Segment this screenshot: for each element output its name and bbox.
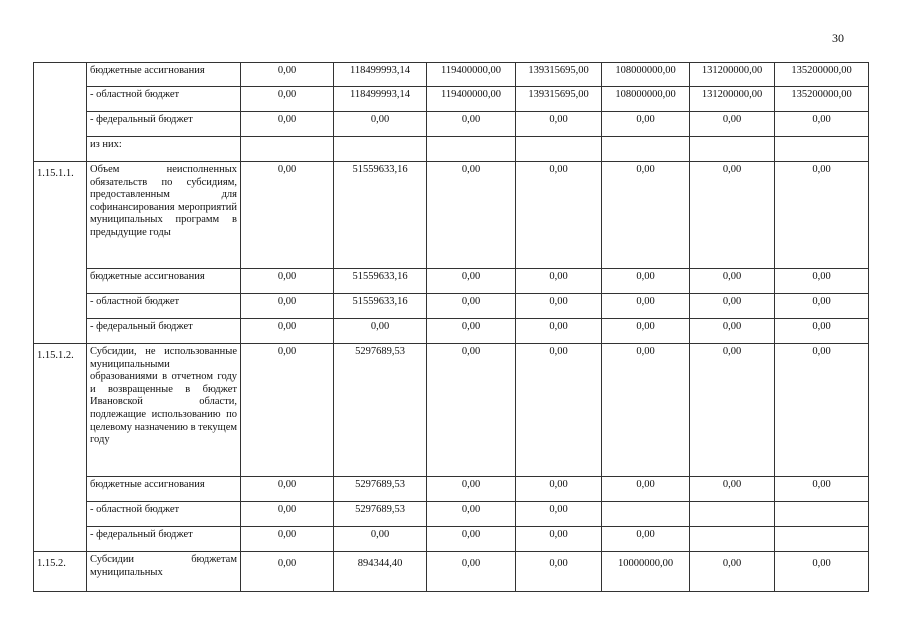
- table-row: [34, 552, 869, 592]
- value-cell: 51559633,16: [334, 269, 427, 294]
- value-cell: 0,00: [241, 294, 334, 319]
- row-description-cell: [87, 269, 241, 294]
- value-cell: 0,00: [775, 319, 869, 344]
- value-cell: 0,00: [775, 552, 869, 592]
- value-cell: 0,00: [427, 162, 516, 269]
- value-cell: 0,00: [516, 269, 602, 294]
- value-cell: 0,00: [516, 294, 602, 319]
- value-cell: 0,00: [775, 344, 869, 477]
- value-cell: 0,00: [775, 294, 869, 319]
- value-cell: 51559633,16: [334, 162, 427, 269]
- value-cell: 0,00: [516, 502, 602, 527]
- value-cell: [427, 137, 516, 162]
- value-cell: 108000000,00: [602, 87, 690, 112]
- row-description-text: Субсидии бюджетам: [90, 554, 237, 565]
- value-cell: 5297689,53: [334, 344, 427, 477]
- value-cell: [602, 137, 690, 162]
- value-cell: 0,00: [690, 112, 775, 137]
- value-cell: 0,00: [690, 162, 775, 269]
- row-description-text: - областной бюджет: [90, 89, 180, 100]
- table-row: [34, 162, 869, 269]
- value-cell: [690, 527, 775, 552]
- row-description-text: муниципальных: [90, 566, 163, 578]
- value-cell: 0,00: [602, 319, 690, 344]
- value-cell: 0,00: [516, 527, 602, 552]
- value-cell: 0,00: [690, 294, 775, 319]
- row-description-text: бюджетные ассигнования: [90, 479, 205, 490]
- value-cell: 0,00: [334, 319, 427, 344]
- value-cell: 0,00: [427, 294, 516, 319]
- value-cell: 0,00: [602, 162, 690, 269]
- value-cell: 0,00: [516, 477, 602, 502]
- row-description-cell: [87, 344, 241, 477]
- value-cell: [690, 502, 775, 527]
- value-cell: 0,00: [241, 527, 334, 552]
- table-row: [34, 87, 869, 112]
- value-cell: 0,00: [690, 269, 775, 294]
- value-cell: [775, 502, 869, 527]
- value-cell: 118499993,14: [334, 63, 427, 87]
- value-cell: 5297689,53: [334, 502, 427, 527]
- value-cell: 0,00: [602, 294, 690, 319]
- table-row: [34, 269, 869, 294]
- row-description-cell: [87, 502, 241, 527]
- value-cell: 5297689,53: [334, 477, 427, 502]
- value-cell: 0,00: [334, 527, 427, 552]
- value-cell: 0,00: [241, 112, 334, 137]
- value-cell: 0,00: [241, 87, 334, 112]
- value-cell: [775, 137, 869, 162]
- value-cell: 0,00: [516, 319, 602, 344]
- row-description-text: - областной бюджет: [90, 296, 180, 307]
- table-row: [34, 527, 869, 552]
- value-cell: 119400000,00: [427, 87, 516, 112]
- value-cell: 0,00: [602, 527, 690, 552]
- value-cell: 131200000,00: [690, 87, 775, 112]
- value-cell: 135200000,00: [775, 63, 869, 87]
- value-cell: 0,00: [427, 269, 516, 294]
- value-cell: 0,00: [241, 162, 334, 269]
- table-row: [34, 137, 869, 162]
- table-row: [34, 319, 869, 344]
- value-cell: 139315695,00: [516, 63, 602, 87]
- value-cell: [241, 137, 334, 162]
- value-cell: 0,00: [516, 112, 602, 137]
- row-description-cell: [87, 137, 241, 162]
- value-cell: [775, 527, 869, 552]
- value-cell: 131200000,00: [690, 63, 775, 87]
- value-cell: 108000000,00: [602, 63, 690, 87]
- value-cell: 135200000,00: [775, 87, 869, 112]
- table-row: [34, 477, 869, 502]
- budget-table: [33, 62, 869, 592]
- value-cell: 0,00: [427, 552, 516, 592]
- value-cell: 0,00: [427, 502, 516, 527]
- value-cell: 0,00: [775, 269, 869, 294]
- row-description-text: - федеральный бюджет: [90, 114, 193, 125]
- value-cell: 894344,40: [334, 552, 427, 592]
- row-description-cell: [87, 87, 241, 112]
- value-cell: 0,00: [602, 344, 690, 477]
- value-cell: 0,00: [690, 552, 775, 592]
- value-cell: 0,00: [427, 477, 516, 502]
- value-cell: 0,00: [427, 344, 516, 477]
- value-cell: 0,00: [427, 319, 516, 344]
- value-cell: 0,00: [602, 269, 690, 294]
- row-description-cell: [87, 112, 241, 137]
- row-description-text: Субсидии, не использованные муниципальными образованиями в отчетном году и возвращенные в бюджет Ивановской области, подлежащие использованию по целевому назначению в текущем году: [90, 346, 237, 446]
- value-cell: 0,00: [427, 112, 516, 137]
- row-description-text: бюджетные ассигнования: [90, 65, 205, 76]
- value-cell: 0,00: [334, 112, 427, 137]
- value-cell: 51559633,16: [334, 294, 427, 319]
- value-cell: 119400000,00: [427, 63, 516, 87]
- value-cell: 0,00: [690, 319, 775, 344]
- table-row: [34, 344, 869, 477]
- row-description-cell: [87, 294, 241, 319]
- value-cell: 0,00: [516, 344, 602, 477]
- value-cell: 0,00: [427, 527, 516, 552]
- value-cell: 0,00: [241, 552, 334, 592]
- row-description-text: - областной бюджет: [90, 504, 180, 515]
- value-cell: 0,00: [516, 162, 602, 269]
- row-description-cell: [87, 527, 241, 552]
- table-row: [34, 502, 869, 527]
- row-code-cell: [34, 63, 87, 162]
- row-description-cell: [87, 162, 241, 269]
- value-cell: [516, 137, 602, 162]
- row-code-cell: 1.15.1.2.: [34, 344, 87, 552]
- row-description-text: бюджетные ассигнования: [90, 271, 205, 282]
- value-cell: 0,00: [690, 344, 775, 477]
- value-cell: 0,00: [516, 552, 602, 592]
- row-description-text: Объем неисполненных обязательств по субсидиям, предоставленным для софинансирования мероприятий муниципальных программ в предыдущие годы: [90, 164, 237, 238]
- row-description-cell: [87, 552, 241, 592]
- value-cell: [690, 137, 775, 162]
- row-code-cell: 1.15.1.1.: [34, 162, 87, 344]
- value-cell: 0,00: [775, 112, 869, 137]
- value-cell: 0,00: [602, 112, 690, 137]
- table-row: [34, 112, 869, 137]
- value-cell: 0,00: [775, 477, 869, 502]
- value-cell: 0,00: [602, 477, 690, 502]
- value-cell: 0,00: [241, 344, 334, 477]
- table-row: [34, 63, 869, 87]
- value-cell: 10000000,00: [602, 552, 690, 592]
- value-cell: 139315695,00: [516, 87, 602, 112]
- value-cell: 0,00: [241, 319, 334, 344]
- row-code-cell: 1.15.2.: [34, 552, 87, 592]
- value-cell: 0,00: [241, 63, 334, 87]
- row-description-cell: [87, 319, 241, 344]
- value-cell: 0,00: [241, 502, 334, 527]
- row-description-text: - федеральный бюджет: [90, 529, 193, 540]
- row-description-cell: [87, 63, 241, 87]
- value-cell: [602, 502, 690, 527]
- row-description-text: - федеральный бюджет: [90, 321, 193, 332]
- value-cell: 0,00: [241, 477, 334, 502]
- value-cell: [334, 137, 427, 162]
- value-cell: 0,00: [690, 477, 775, 502]
- value-cell: 118499993,14: [334, 87, 427, 112]
- row-description-cell: [87, 477, 241, 502]
- page-number: 30: [832, 31, 844, 45]
- row-description-text: из них:: [90, 139, 122, 150]
- value-cell: 0,00: [241, 269, 334, 294]
- value-cell: 0,00: [775, 162, 869, 269]
- table-row: [34, 294, 869, 319]
